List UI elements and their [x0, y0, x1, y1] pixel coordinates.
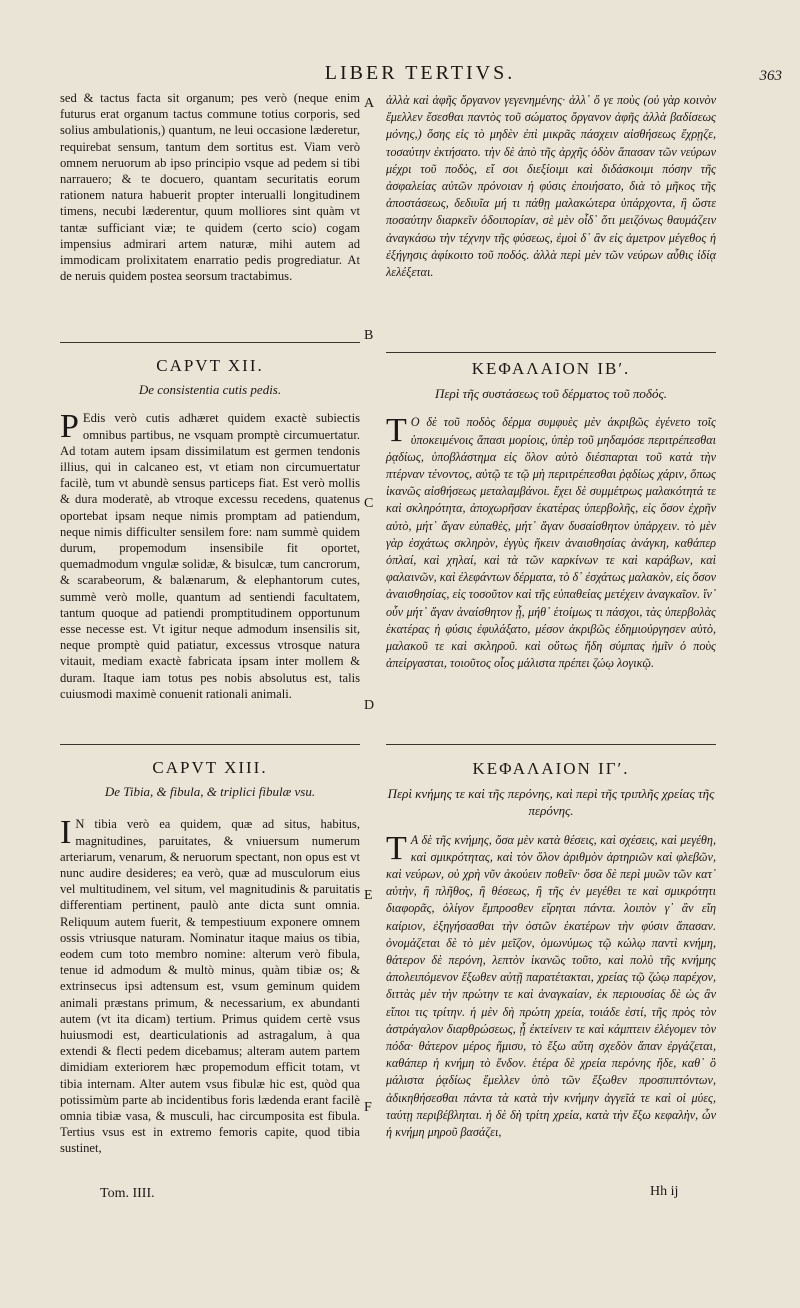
greek-text: Ο δὲ τοῦ ποδὸς δέρμα συμφυὲς μὲν ἀκριβῶς ἐγένετο τοῖς ὑποκειμένοις ἅπασι μορίοις, ὑπὲρ τοῦ μηδαμόσε περιτρέπεσθαι ῥᾳδίως, ὑποβλάστημα εἰς ὅλον αὐτὸ διέσπαρται τοῦ κατὰ τὴν πτέρναν τένοντος, αὐτῷ τε τῷ μὴ περιτρέπεσθαι ῥᾳδίως χάριν, ὅπως ἱκανῶς αἰσθήσεως μεταλαμβάνοι. ἔχει δὲ συμμέτρως μαλακότητά τε καὶ σκληρότητα, ἀποχωρῆσαν ἑκατέρας ὑπερβολῆς, εἰς ὅσον ἐχρῆν αὐτὸ, μήτ᾽ ἄγαν εὐπαθὲς, μήτ᾽ ἄγαν δυσαίσθητον ὑπάρχειν. τὸ μὲν γὰρ ἐσχάτως σκληρὸν, ἐγγὺς ἥκειν ἀναισθησίας ἀνάγκη, καθάπερ ὁπλαί, καὶ χηλαί, καὶ τὰ τῶν καρκίνων τε καὶ καράβων, καὶ φαλαινῶν, καὶ ἐλεφάντων δέρματα, τὸ δ᾽ ἐσχάτως μαλακὸν, εἰς ὅσον ἀναισθησίας, εἰς τοσοῦτον καὶ τῆς εὐπαθείας μετέχειν ἀναγκαῖον. ἵν᾽ οὖν μήτ᾽ ἄγαν ἀναίσθητον ᾖ, μήθ᾽ ἑτοίμως τι πάσχοι, τὰς ὑπερβολὰς ἑκατέρας ἡ φύσις ἐφυλάξατο, μέσον ἀκριβῶς ἐδημιούργησεν αὐτὸ, μαλακοῦ τε καὶ σκληροῦ. καὶ οὕτως ἤδη σύμπας ἡμῖν ὁ ποὺς ἀπείργασται, τοιοῦτος οἷος μάλιστα πρέπει ζώῳ λογικῷ. — [386, 415, 716, 671]
chapter-subtitle: Περὶ τῆς συστάσεως τοῦ δέρματος τοῦ ποδός. — [435, 386, 667, 402]
latin-paragraph: sed & tactus facta sit organum; pes verò (neque enim futurus erat organum tactus commune totius corporis, sed solius ambulationis,) quantum, ne leui occasione læderetur, requirebat sensum, tantum dem sortitus est. Viam verò omnem neruorum ab ipso principio vsque ad pedem si tibi narrauero; & te docuero, quantam securitatis eorum rationem natura habuerit propter interualli longitudinem timens, necubi læderentur, quum molliores sint quàm vt tantæ sufficiant viæ; te quidem (certo scio) cogam impensius admirari artem naturæ, mihi autem ad immodicam prolixitatem enarratio pedis progrediatur. At de neruis quidem postea seorsum tractabimus. — [60, 91, 360, 284]
latin-chapter-12 — [60, 358, 360, 702]
drop-cap: P — [60, 408, 79, 446]
chapter-subtitle: De Tibia, & fibula, & triplici fibulæ vsu. — [104, 784, 316, 800]
chapter-heading: ΚΕΦΑΛΑΙΟΝ ΙΒʹ. — [471, 359, 631, 378]
signature-mark: Hh ij — [650, 1184, 679, 1199]
latin-paragraph — [60, 410, 360, 702]
chapter-heading: CAPVT XII. — [156, 356, 264, 375]
greek-column-top — [386, 92, 716, 281]
page-number: 363 — [759, 68, 782, 84]
latin-text: Edis verò cutis adhæret quidem exactè subiectis omnibus partibus, ne vsquam promptè circumuertatur. Ad totam autem ipsam dissimilatum est germen tendonis illius, qui in calcaneo est, vt etiam non circumuertatur facilè, tum vt abundè sensus particeps fiat. Est verò mollis & dura moderatè, ab vtroque excessu recedens, quatenus oportebat ipsam neque nimis promptam ad patiendum, neque nimis difficulter sensilem fore: nam summè quidem durum, propemodum insensibile fit oportet, quemadmodum vngulæ solidæ, & bisulcæ, tum cancrorum, & scarabeorum, & balænarum, & elephantorum cutes, summè verò molle, quantum ad sentiendi facultatem, tantum quoque ad patiendi promptitudinem opportunum esse necesse est. Vt igitur neque admodum insensilis sit, neque promptè quid patiatur, excessus vtrosque natura vitauit, mediam exactè fabricata ipsam inter mollem & duram. Itaque iam totus pes nobis absolutus est, talis cuiusmodi maximè conuenit rationali animali. — [60, 411, 360, 701]
margin-letter: B — [364, 328, 374, 343]
drop-cap: I — [60, 814, 72, 852]
greek-chapter-13 — [386, 760, 716, 1141]
running-title: LIBER TERTIVS. — [324, 62, 516, 84]
chapter-heading: ΚΕΦΑΛΑΙΟΝ ΙΓʹ. — [472, 759, 630, 778]
margin-letter: A — [364, 96, 375, 111]
divider-rule — [60, 744, 360, 745]
greek-paragraph — [386, 829, 716, 1142]
greek-paragraph — [386, 414, 716, 672]
chapter-heading: CAPVT XIII. — [152, 758, 268, 777]
latin-text: N tibia verò ea quidem, quæ ad situs, habitus, magnitudines, paruitates, & vniuersum numerum arteriarum, venarum, & neruorum spectant, non opus est vt nunc audire desideres; ea verò, quæ ad musculorum eius vel multitudinem, vel situm, vel magnitudinis & paruitatis differentiam pertinent, paulò ante dicta sunt omnia. Reliquum autem fuerit, & tempestiuum exponere omnem ossis vtriusque naturam. Nominatur itaque maius os tibia, eodem cum toto membro nomine: alterum verò fibula, tenue id admodum & multò minus, quàm tibiæ os; & extrinsecus ipsi adtensum est, vsum geminum quidem animali præstans primum, & necessarium, ex abundanti autem (vt ita dicam) tertium. Primus quidem certè vsus huiusmodi est, dearticulationis ad astragalum, à qua extendi & flecti pedem dicebamus; alteram autem partem dimidiam exteriorem hæc propemodum efficit totam, vt tibia internam. Alter autem vsus fibulæ hic est, quòd qua potissimùm parte ab incidentibus foris lædenda erant facilè omnia tibiæ vasa, & musculi, hac circumposita est fibula. Tertius vsus est in extremo femoris capite, quod tibia sustinet, — [60, 817, 360, 1156]
divider-rule — [386, 352, 716, 353]
drop-cap: Τ — [386, 829, 407, 867]
margin-letter: D — [364, 698, 375, 713]
divider-rule — [60, 342, 360, 343]
latin-column-top — [60, 90, 360, 284]
drop-cap: Τ — [386, 412, 407, 450]
volume-mark: Tom. IIII. — [100, 1186, 155, 1201]
chapter-subtitle: De consistentia cutis pedis. — [138, 382, 282, 398]
divider-rule — [386, 744, 716, 745]
greek-text: Α δὲ τῆς κνήμης, ὅσα μὲν κατὰ θέσεις, καὶ σχέσεις, καὶ μεγέθη, καὶ σμικρότητας, καὶ τὸν ὅλον ἀριθμὸν ἀρτηριῶν καὶ φλεβῶν, καὶ νεύρων, οὐ χρὴ νῦν ἀκούειν ποθεῖν· ὅσα δὲ περὶ μυῶν τῶν κατ᾽ αὐτὴν, ἢ πλῆθος, ἢ θέσεως, ἢ τῆς ἐν μεγέθει τε καὶ σμικρότητι διαφορᾶς, ὀλίγον ἔμπροσθεν εἴρηται πάντα. λοιπὸν γ᾽ ἂν εἴη καίριον, ἐξηγήσασθαι τὴν ὀστῶν ἑκατέρων τὴν φύσιν ἅπασαν. ὀνομάζεται δὲ τὸ μὲν μεῖζον, ὁμωνύμως τῷ κώλῳ παντὶ κνήμη, θάτερον δὲ περόνη, λεπτὸν ἱκανῶς τοῦτο, καὶ πολὺ τῆς κνήμης ἀπολειπόμενον ἔξωθεν αὐτῇ παρατέτακται, χρείας τῷ ζώῳ παρέχον, διττὰς μὲν τὴν πρώτην τε καὶ ἀναγκαίαν, ἐκ περιουσίας δὲ ὡς ἂν εἴποι τις τρίτην. ἡ μὲν δὴ πρώτη χρεία, τοιάδε ἐστί, τῆς πρὸς τὸν ἀστράγαλον διαρθρώσεως, ᾗ ἐκτείνειν τε καὶ κάμπτειν ἐλέγομεν τὸν πόδα· θάτερον μέρος ἥμισυ, τὸ ἔξω αὕτη σχεδὸν ἅπαν ἐργάζεται, καθάπερ ἡ κνήμη τὸ ἔνδον. ἑτέρα δὲ χρεία περόνης ἥδε, καθ᾽ ὃ μάλιστα ῥᾳδίως ἔμελλεν ὑπὸ τῶν ἔξωθεν προσπιπτόντων, ἀδικηθήσεσθαι πάντα τὰ κατὰ τὴν κνήμην ἀγγεῖά τε καὶ οἱ μύες, ταύτῃ περιβέβληται. ἡ δὲ δὴ τρίτη χρεία, κατὰ τὴν ἔξω κεφαλὴν, ὧν ἡ κνήμη μηροῦ βασάζει, — [386, 832, 716, 1140]
greek-chapter-12 — [386, 360, 716, 672]
margin-letter: C — [364, 496, 374, 511]
chapter-subtitle: Περὶ κνήμης τε καὶ τῆς περόνης, καὶ περὶ τῆς τριπλῆς χρείας τῆς περόνης. — [387, 786, 715, 819]
margin-letter: F — [364, 1100, 372, 1115]
margin-letter: E — [364, 888, 373, 903]
latin-chapter-13 — [60, 760, 360, 1157]
latin-paragraph — [60, 816, 360, 1156]
greek-paragraph: ἀλλὰ καὶ ἁφῆς ὄργανον γεγενημένης· ἀλλ᾽ ὅ γε ποὺς (οὐ γὰρ κοινὸν ἔμελλεν ἔσεσθαι παντὸς τοῦ σώματος ὄργανον ἁφῆς ἀλλὰ βαδίσεως μόνης,) ὅσης εἰς τὸ μηδὲν ἐπὶ μικρᾶς πάσχειν αἰσθήσεως ἔχρῃζε, τοσαύτην ἐκτήσατο. τὴν δὲ ἀπὸ τῆς ἀρχῆς ὁδὸν ἅπασαν τῶν νεύρων μέχρι τοῦ ποδὸς, εἴ σοι διεξίοιμι καὶ διδάσκοιμι πόσην τῆς ἀσφαλείας αὐτῶν πρόνοιαν ἡ φύσις ἐποιήσατο, διὰ τὸ μῆκος τῆς ἀποστάσεως, δεδιυῖα μή τι πάθῃ μαλακώτερα ὑπάρχοντα, ἢ ὥστε ποσαύτην διαρκεῖν ὁδοιπορίαν, σὲ μὲν οἶδ᾽ ὅτι μειζόνως θαυμάζειν ἀναγκάσω τὴν τέχνην τῆς φύσεως, ἐμοὶ δ᾽ ἂν εἰς ἀμετρον μέγεθος ἡ ἐξήγησις ἀφίκοιτο τοῦ ποδός. ἀλλὰ περὶ μὲν τῶν νεύρων αὖθις ἰδίᾳ λελέξεται. — [386, 93, 716, 280]
